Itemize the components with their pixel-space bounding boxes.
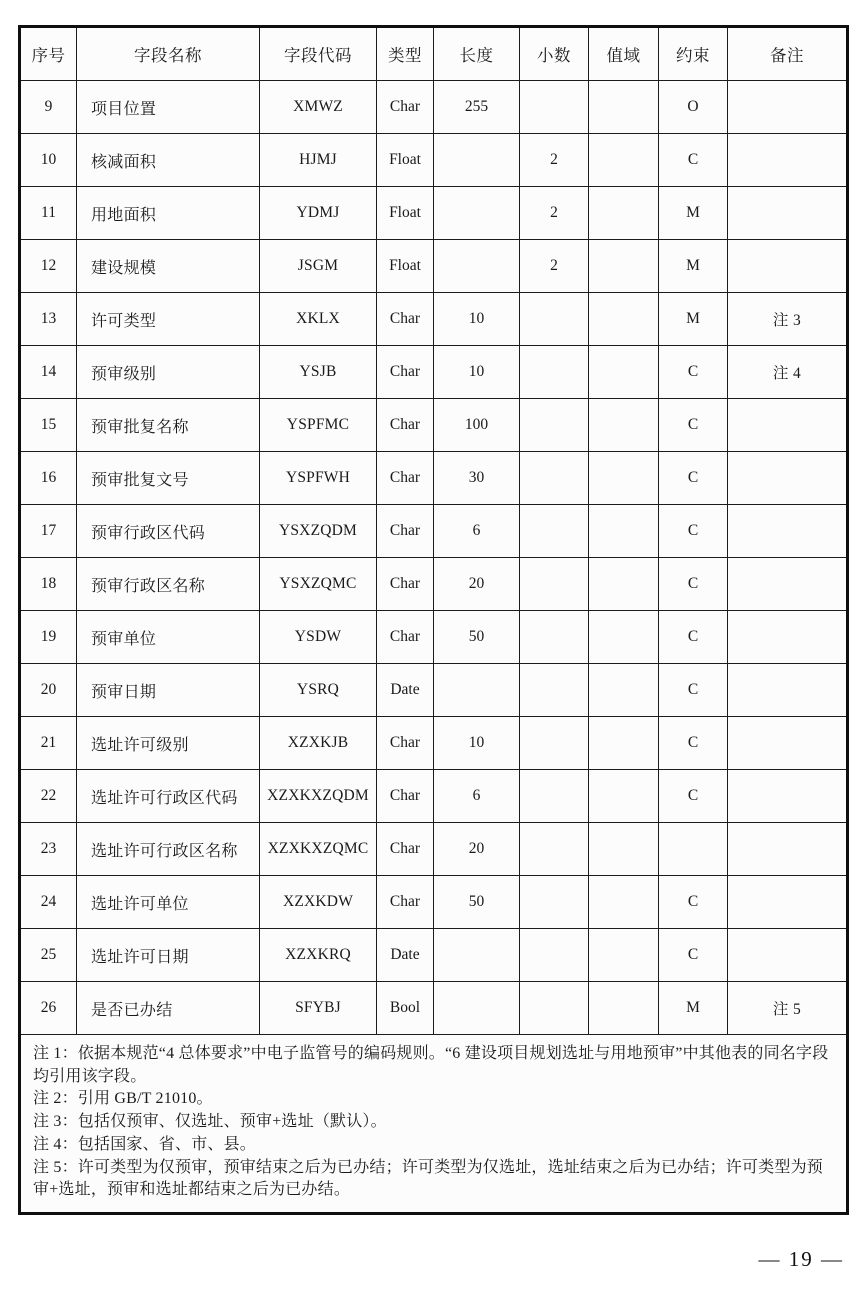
cell-dom (589, 452, 659, 505)
cell-dec (520, 717, 589, 770)
cell-code: XZXKDW (260, 876, 377, 929)
table-row (20, 187, 848, 240)
cell-name: 预审行政区代码 (77, 505, 260, 558)
cell-dom (589, 81, 659, 134)
table-row (20, 399, 848, 452)
column-header-rem: 备注 (728, 27, 848, 81)
cell-cons: C (659, 929, 728, 982)
table-row (20, 346, 848, 399)
cell-type: Char (377, 505, 434, 558)
cell-cons: C (659, 558, 728, 611)
table-body (20, 27, 848, 1214)
table-notes (20, 1035, 848, 1214)
cell-dec (520, 982, 589, 1035)
cell-rem (728, 558, 848, 611)
cell-dec (520, 770, 589, 823)
cell-dom (589, 717, 659, 770)
cell-seq: 21 (20, 717, 77, 770)
cell-name: 项目位置 (77, 81, 260, 134)
cell-rem (728, 452, 848, 505)
cell-code: XZXKRQ (260, 929, 377, 982)
cell-cons: C (659, 134, 728, 187)
cell-len: 6 (434, 505, 520, 558)
cell-name: 选址许可行政区代码 (77, 770, 260, 823)
cell-len: 100 (434, 399, 520, 452)
cell-rem (728, 823, 848, 876)
cell-code: XMWZ (260, 81, 377, 134)
cell-len: 10 (434, 346, 520, 399)
table-row (20, 452, 848, 505)
cell-name: 选址许可行政区名称 (77, 823, 260, 876)
cell-dec (520, 81, 589, 134)
field-spec-table (18, 25, 849, 1215)
cell-code: SFYBJ (260, 982, 377, 1035)
cell-code: YDMJ (260, 187, 377, 240)
cell-seq: 15 (20, 399, 77, 452)
table-row (20, 929, 848, 982)
cell-type: Char (377, 399, 434, 452)
cell-cons: C (659, 717, 728, 770)
cell-dom (589, 664, 659, 717)
cell-code: YSDW (260, 611, 377, 664)
cell-rem (728, 81, 848, 134)
cell-len (434, 187, 520, 240)
cell-dom (589, 293, 659, 346)
cell-type: Float (377, 187, 434, 240)
cell-seq: 9 (20, 81, 77, 134)
cell-len: 30 (434, 452, 520, 505)
cell-seq: 14 (20, 346, 77, 399)
cell-name: 预审日期 (77, 664, 260, 717)
table-notes-row (20, 1035, 848, 1214)
cell-cons: C (659, 664, 728, 717)
cell-seq: 24 (20, 876, 77, 929)
cell-rem (728, 505, 848, 558)
cell-type: Char (377, 823, 434, 876)
cell-rem (728, 664, 848, 717)
cell-dom (589, 187, 659, 240)
cell-dec (520, 823, 589, 876)
note-line-3: 注 3：包括仅预审、仅选址、预审+选址（默认）。 (33, 1113, 387, 1131)
cell-type: Char (377, 81, 434, 134)
cell-seq: 20 (20, 664, 77, 717)
cell-dom (589, 876, 659, 929)
cell-dom (589, 240, 659, 293)
cell-len (434, 929, 520, 982)
cell-dec (520, 558, 589, 611)
cell-cons: C (659, 770, 728, 823)
column-header-name: 字段名称 (77, 27, 260, 81)
cell-seq: 25 (20, 929, 77, 982)
cell-name: 核减面积 (77, 134, 260, 187)
table-row (20, 611, 848, 664)
column-header-code: 字段代码 (260, 27, 377, 81)
cell-seq: 17 (20, 505, 77, 558)
cell-name: 选址许可级别 (77, 717, 260, 770)
table-row (20, 134, 848, 187)
cell-rem: 注 4 (728, 346, 848, 399)
cell-cons: M (659, 240, 728, 293)
cell-cons (659, 823, 728, 876)
page-number: — 19 — (758, 1247, 844, 1271)
cell-seq: 22 (20, 770, 77, 823)
cell-type: Char (377, 876, 434, 929)
cell-dec (520, 452, 589, 505)
cell-len: 6 (434, 770, 520, 823)
cell-name: 许可类型 (77, 293, 260, 346)
cell-code: YSPFWH (260, 452, 377, 505)
cell-code: JSGM (260, 240, 377, 293)
cell-dec (520, 876, 589, 929)
cell-seq: 10 (20, 134, 77, 187)
cell-dec (520, 346, 589, 399)
cell-dom (589, 823, 659, 876)
table-row (20, 240, 848, 293)
cell-type: Char (377, 452, 434, 505)
cell-cons: C (659, 876, 728, 929)
cell-rem (728, 399, 848, 452)
cell-code: YSXZQMC (260, 558, 377, 611)
cell-type: Date (377, 664, 434, 717)
cell-name: 预审批复名称 (77, 399, 260, 452)
cell-dom (589, 399, 659, 452)
table-row (20, 293, 848, 346)
table-row (20, 717, 848, 770)
cell-rem (728, 240, 848, 293)
cell-cons: C (659, 399, 728, 452)
cell-dec (520, 399, 589, 452)
cell-type: Char (377, 558, 434, 611)
cell-dec: 2 (520, 187, 589, 240)
cell-seq: 23 (20, 823, 77, 876)
cell-type: Date (377, 929, 434, 982)
note-line-5: 注 5：许可类型为仅预审，预审结束之后为已办结；许可类型为仅选址，选址结束之后为已办结；许可类型为预审+选址，预审和选址都结束之后为已办结。 (33, 1158, 824, 1199)
cell-rem (728, 929, 848, 982)
cell-dom (589, 505, 659, 558)
cell-type: Char (377, 770, 434, 823)
cell-cons: C (659, 452, 728, 505)
note-line-4: 注 4：包括国家、省、市、县。 (33, 1135, 257, 1153)
cell-dec (520, 664, 589, 717)
cell-code: XKLX (260, 293, 377, 346)
cell-cons: C (659, 505, 728, 558)
cell-name: 预审批复文号 (77, 452, 260, 505)
cell-type: Char (377, 717, 434, 770)
cell-code: YSJB (260, 346, 377, 399)
cell-rem (728, 187, 848, 240)
cell-type: Bool (377, 982, 434, 1035)
cell-cons: O (659, 81, 728, 134)
cell-code: YSPFMC (260, 399, 377, 452)
cell-cons: M (659, 982, 728, 1035)
cell-dom (589, 558, 659, 611)
cell-seq: 18 (20, 558, 77, 611)
cell-seq: 16 (20, 452, 77, 505)
field-spec-table-container (18, 25, 848, 1215)
cell-rem (728, 876, 848, 929)
cell-name: 选址许可单位 (77, 876, 260, 929)
column-header-len: 长度 (434, 27, 520, 81)
table-row (20, 505, 848, 558)
cell-dom (589, 929, 659, 982)
cell-type: Char (377, 611, 434, 664)
cell-dec (520, 929, 589, 982)
cell-cons: C (659, 346, 728, 399)
cell-seq: 26 (20, 982, 77, 1035)
cell-len: 10 (434, 717, 520, 770)
cell-type: Float (377, 134, 434, 187)
cell-name: 是否已办结 (77, 982, 260, 1035)
column-header-dom: 值域 (589, 27, 659, 81)
cell-dom (589, 346, 659, 399)
cell-seq: 12 (20, 240, 77, 293)
cell-code: XZXKXZQDM (260, 770, 377, 823)
cell-code: XZXKJB (260, 717, 377, 770)
cell-rem (728, 611, 848, 664)
cell-seq: 13 (20, 293, 77, 346)
table-row (20, 81, 848, 134)
cell-cons: M (659, 187, 728, 240)
cell-seq: 11 (20, 187, 77, 240)
note-line-1: 注 1：依据本规范“4 总体要求”中电子监管号的编码规则。“6 建设项目规划选址与用地预审”中其他表的同名字段均引用该字段。 (33, 1045, 829, 1085)
column-header-type: 类型 (377, 27, 434, 81)
cell-rem (728, 770, 848, 823)
cell-len (434, 982, 520, 1035)
note-line-2: 注 2：引用 GB/T 21010。 (33, 1090, 213, 1108)
cell-len: 255 (434, 81, 520, 134)
column-header-seq: 序号 (20, 27, 77, 81)
table-row (20, 664, 848, 717)
cell-name: 用地面积 (77, 187, 260, 240)
table-header-row (20, 27, 848, 81)
cell-code: HJMJ (260, 134, 377, 187)
cell-code: XZXKXZQMC (260, 823, 377, 876)
cell-dec (520, 611, 589, 664)
table-row (20, 982, 848, 1035)
cell-name: 预审行政区名称 (77, 558, 260, 611)
cell-cons: M (659, 293, 728, 346)
cell-name: 预审单位 (77, 611, 260, 664)
cell-seq: 19 (20, 611, 77, 664)
cell-name: 建设规模 (77, 240, 260, 293)
cell-dom (589, 770, 659, 823)
cell-code: YSXZQDM (260, 505, 377, 558)
cell-type: Char (377, 293, 434, 346)
cell-len: 20 (434, 558, 520, 611)
cell-rem: 注 5 (728, 982, 848, 1035)
cell-dom (589, 611, 659, 664)
table-row (20, 558, 848, 611)
cell-name: 预审级别 (77, 346, 260, 399)
cell-dom (589, 982, 659, 1035)
column-header-cons: 约束 (659, 27, 728, 81)
cell-len (434, 240, 520, 293)
cell-cons: C (659, 611, 728, 664)
cell-len: 10 (434, 293, 520, 346)
cell-dec: 2 (520, 134, 589, 187)
table-row (20, 876, 848, 929)
cell-dec: 2 (520, 240, 589, 293)
cell-code: YSRQ (260, 664, 377, 717)
cell-dom (589, 134, 659, 187)
cell-len (434, 134, 520, 187)
table-row (20, 770, 848, 823)
cell-type: Float (377, 240, 434, 293)
cell-rem: 注 3 (728, 293, 848, 346)
cell-len (434, 664, 520, 717)
cell-dec (520, 505, 589, 558)
column-header-dec: 小数 (520, 27, 589, 81)
table-row (20, 823, 848, 876)
cell-name: 选址许可日期 (77, 929, 260, 982)
cell-rem (728, 717, 848, 770)
cell-len: 50 (434, 876, 520, 929)
cell-len: 20 (434, 823, 520, 876)
cell-len: 50 (434, 611, 520, 664)
cell-type: Char (377, 346, 434, 399)
cell-dec (520, 293, 589, 346)
cell-rem (728, 134, 848, 187)
